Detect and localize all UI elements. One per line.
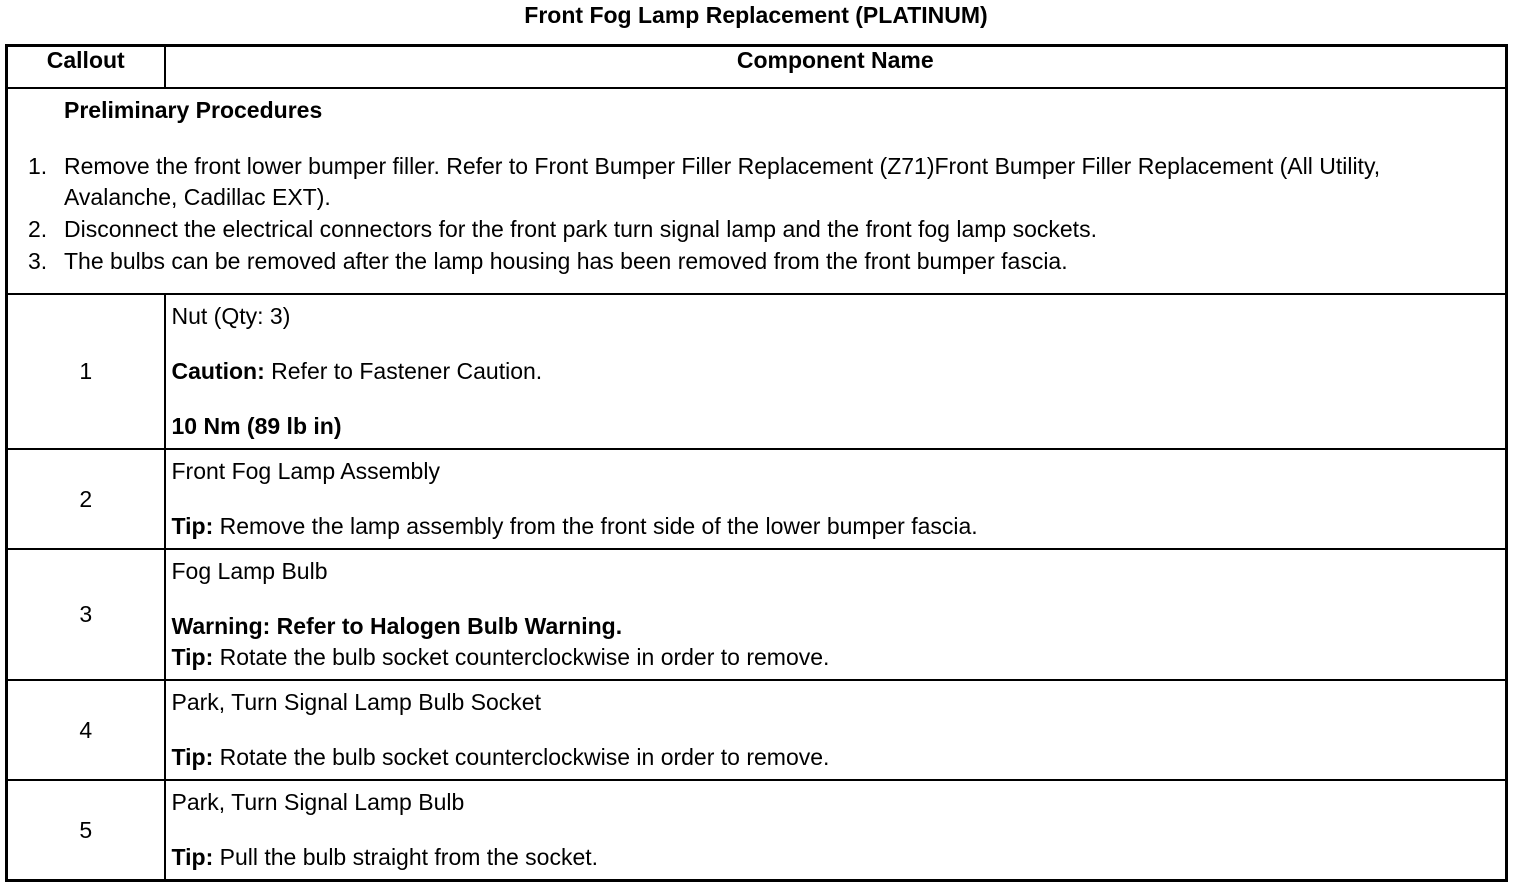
caution-text: Refer to Fastener Caution.: [264, 358, 543, 384]
table-row: [7, 294, 1507, 449]
document-title: Front Fog Lamp Replacement (PLATINUM): [524, 2, 988, 28]
tip-label: Tip:: [171, 644, 214, 670]
step-text: The bulbs can be removed after the lamp housing has been removed from the front bumper fascia.: [64, 248, 1068, 274]
tip-text: Pull the bulb straight from the socket.: [213, 844, 599, 870]
component-name: Front Fog Lamp Assembly: [171, 458, 440, 484]
preliminary-steps-list: [8, 151, 1497, 277]
component-column-header: Component Name: [165, 46, 1507, 89]
tip-note: [172, 742, 1500, 773]
component-name: Fog Lamp Bulb: [171, 558, 328, 584]
step-text: Remove the front lower bumper filler. Refer to Front Bumper Filler Replacement (Z71)Front Bumper Filler Replacement (All Utility, Avalanche, Cadillac EXT).: [64, 153, 1381, 210]
step-number: 1.: [28, 153, 48, 179]
preliminary-step: [8, 214, 1497, 245]
tip-label: Tip:: [171, 744, 214, 770]
table-row: [7, 449, 1507, 549]
caution-label: Caution:: [171, 358, 265, 384]
component-name: Park, Turn Signal Lamp Bulb Socket: [171, 689, 541, 715]
component-name: Park, Turn Signal Lamp Bulb: [171, 789, 465, 815]
callout-cell: 2: [7, 449, 165, 549]
tip-text: Remove the lamp assembly from the front side of the lower bumper fascia.: [213, 513, 978, 539]
tip-text: Rotate the bulb socket counterclockwise in order to remove.: [213, 744, 830, 770]
torque-spec: 10 Nm (89 lb in): [171, 413, 342, 439]
preliminary-step: [8, 151, 1497, 213]
callout-cell: 4: [7, 680, 165, 780]
tip-text: Rotate the bulb socket counterclockwise in order to remove.: [213, 644, 830, 670]
tip-note: [172, 642, 1500, 673]
preliminary-procedures-cell: [7, 88, 1507, 294]
callout-cell: 5: [7, 780, 165, 881]
component-cell: [165, 549, 1507, 680]
table-header-row: [7, 46, 1507, 89]
component-cell: [165, 449, 1507, 549]
table-row: [7, 780, 1507, 881]
tip-label: Tip:: [171, 844, 214, 870]
callout-cell: 3: [7, 549, 165, 680]
table-row: [7, 680, 1507, 780]
preliminary-step: [8, 246, 1497, 277]
component-cell: [165, 780, 1507, 881]
table-row: [7, 549, 1507, 680]
component-cell: [165, 294, 1507, 449]
procedure-table: [5, 44, 1508, 882]
tip-note: [172, 511, 1500, 542]
step-number: 3.: [28, 248, 48, 274]
step-number: 2.: [28, 216, 48, 242]
preliminary-heading: Preliminary Procedures: [64, 97, 323, 123]
callout-cell: 1: [7, 294, 165, 449]
component-name: Nut (Qty: 3): [171, 303, 291, 329]
component-cell: [165, 680, 1507, 780]
tip-label: Tip:: [171, 513, 214, 539]
callout-column-header: Callout: [7, 46, 165, 89]
warning-note: Warning: Refer to Halogen Bulb Warning.: [171, 613, 623, 639]
preliminary-row: [7, 88, 1507, 294]
step-text: Disconnect the electrical connectors for the front park turn signal lamp and the front fog lamp sockets.: [64, 216, 1097, 242]
caution-note: [172, 356, 1500, 387]
